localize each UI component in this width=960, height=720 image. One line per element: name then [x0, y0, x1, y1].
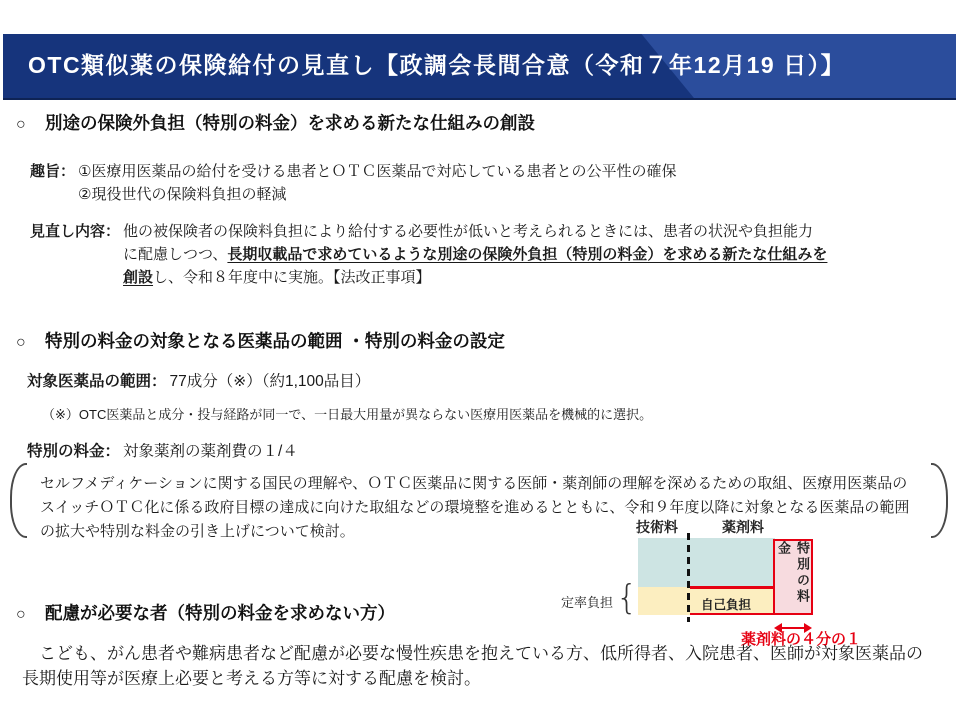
- fee-row: [27, 440, 298, 463]
- consideration-box-text: セルフメディケーションに関する国民の理解や、ＯＴＣ医薬品に関する医師・薬剤師の理解を深めるための取組、医療用医薬品の スイッチＯＴＣ化に係る政府目標の達成に向けた取組などの環境整を進めるとともに、令和９年度以降に対象となる医薬品の範囲 の拡大や特別な料金の引き上げについて検討。: [40, 475, 910, 540]
- purpose-label: 趣旨：: [30, 163, 76, 180]
- fee-value: 対象薬剤の薬剤費の１/４: [123, 443, 298, 460]
- red-outline-top: [690, 586, 774, 589]
- section1-heading: 別途の保険外負担（特別の料金）を求める新たな仕組みの創設: [45, 113, 535, 133]
- section3-heading: 配慮が必要な者（特別の料金を求めない方）: [45, 603, 395, 623]
- left-parenthesis: [10, 463, 27, 538]
- copay-brace: {: [616, 578, 638, 618]
- quarter-caption: 薬剤料の４分の１: [741, 631, 862, 648]
- fee-structure-diagram: [560, 515, 958, 657]
- review-text: 他の被保険者の保険料負担により給付する必要性が低いと考えられるときには、患者の状況や負担能力 に配慮しつつ、長期収載品で求めているような別途の保険外負担（特別の料金）を求める新たな仕組みを 創設し、令和８年度中に実施。【法改正事項】: [123, 223, 828, 286]
- title-bar: [3, 34, 956, 100]
- special-fee-rect: [773, 539, 813, 615]
- purpose-row: [30, 160, 930, 206]
- section3-heading-row: [16, 600, 395, 625]
- page-title: OTC類似薬の保険給付の見直し【政調会長間合意（令和７年12月19 日）】: [28, 52, 846, 78]
- review-label: 見直し内容：: [30, 223, 121, 240]
- insured-portion-rect: [638, 538, 775, 587]
- flat-copay-label: 定率負担: [561, 595, 614, 610]
- fee-label: 特別の料金：: [27, 443, 121, 460]
- self-pay-label: 自己負担: [701, 598, 752, 612]
- scope-label: 対象医薬品の範囲：: [27, 373, 167, 390]
- scope-note: （※）OTC医薬品と成分・投与経路が同一で、一日最大用量が異ならない医療用医薬品を機械的に選択。: [42, 407, 653, 422]
- special-fee-label: 特別の料金: [776, 541, 810, 605]
- fee-divider-dashed-line: [687, 533, 690, 622]
- section2-circle-marker: ○: [16, 334, 26, 351]
- review-row: [30, 220, 935, 289]
- section3-body: こども、がん患者や難病患者など配慮が必要な慢性疾患を抱えている方、低所得者、入院患者、医師が対象医薬品の 長期使用等が医療上必要と考える方等に対する配慮を検討。: [22, 644, 923, 688]
- scope-value: 77成分（※）（約1,100品目）: [169, 373, 371, 390]
- section3-circle-marker: ○: [16, 606, 26, 623]
- scope-row: [27, 370, 370, 393]
- section2-heading: 特別の料金の対象となる医薬品の範囲 ・特別の料金の設定: [45, 331, 505, 351]
- drug-fee-label: 薬剤料: [722, 519, 764, 535]
- section1-circle-marker: ○: [16, 116, 26, 133]
- section1-heading-row: [16, 110, 535, 135]
- section2-heading-row: [16, 328, 505, 353]
- purpose-text: ①医療用医薬品の給付を受ける患者とＯＴＣ医薬品で対応している患者との公平性の確保 ②現役世代の保険料負担の軽減: [78, 163, 677, 203]
- tech-fee-label: 技術料: [636, 519, 678, 535]
